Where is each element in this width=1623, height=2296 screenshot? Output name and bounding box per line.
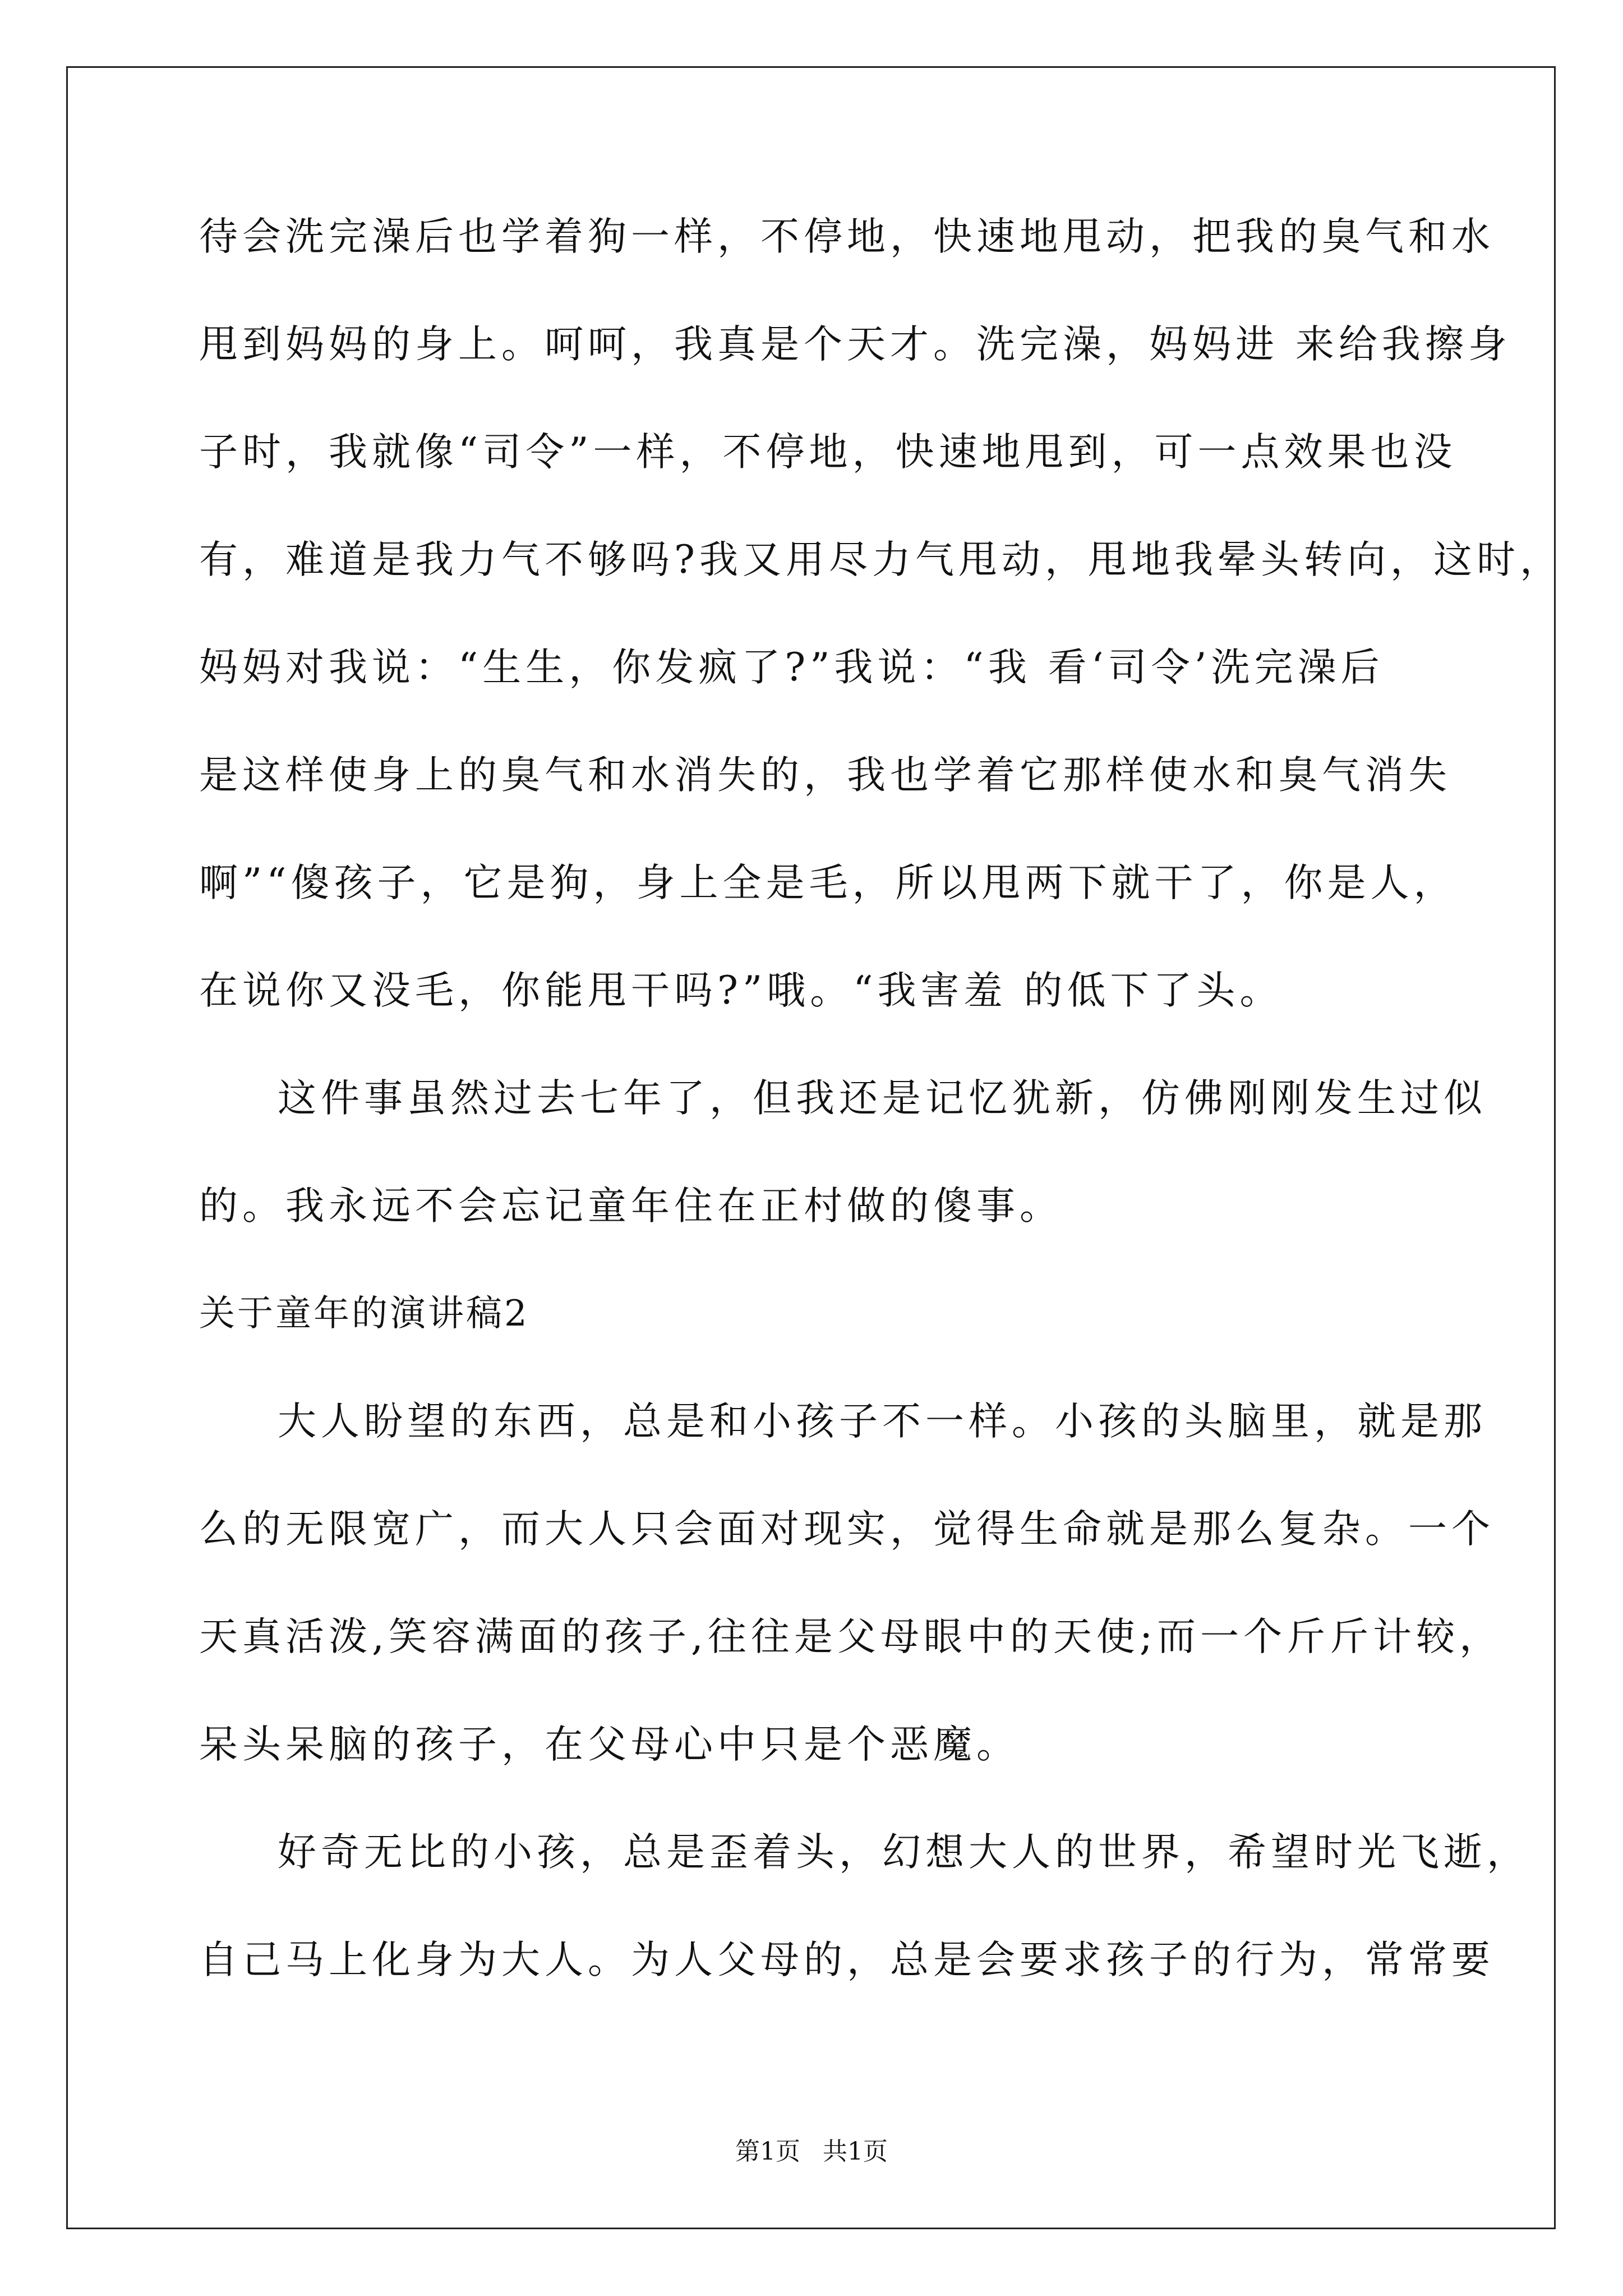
section-heading: 关于童年的演讲稿2: [199, 1293, 529, 1335]
paragraph-line: 是这样使身上的臭气和水消失的，我也学着它那样使水和臭气消失: [199, 753, 1451, 798]
paragraph-line: 甩到妈妈的身上。呵呵，我真是个天才。洗完澡，妈妈进 来给我擦身: [199, 322, 1511, 367]
paragraph-line: 天真活泼,笑容满面的孩子,往往是父母眼中的天使;而一个斤斤计较，: [199, 1614, 1503, 1659]
paragraph-line: 好奇无比的小孩，总是歪着头，幻想大人的世界，希望时光飞逝，: [278, 1830, 1530, 1875]
paragraph-line: 在说你又没毛，你能甩干吗?”哦。“我害羞 的低下了头。: [199, 968, 1283, 1013]
page-number-total: 共1页: [823, 2137, 888, 2166]
paragraph-line: 子时，我就像“司令”一样，不停地，快速地甩到，可一点效果也没: [199, 430, 1457, 475]
page-number-current: 第1页: [735, 2137, 800, 2166]
paragraph-line: 妈妈对我说：“生生，你发疯了?”我说：“我 看‘司令’洗完澡后: [199, 645, 1384, 690]
paragraph-line: 啊”“傻孩子，它是狗，身上全是毛，所以甩两下就干了，你是人，: [199, 861, 1457, 905]
paragraph-line: 有，难道是我力气不够吗?我又用尽力气甩动，甩地我晕头转向，这时，: [199, 537, 1563, 582]
paragraph-line: 呆头呆脑的孩子，在父母心中只是个恶魔。: [199, 1722, 1020, 1767]
page-footer: [0, 2136, 1623, 2168]
paragraph-line: 大人盼望的东西，总是和小孩子不一样。小孩的头脑里，就是那: [278, 1399, 1487, 1444]
paragraph-line: 自己马上化身为大人。为人父母的，总是会要求孩子的行为，常常要: [199, 1938, 1495, 1982]
paragraph-line: 的。我永远不会忘记童年住在正村做的傻事。: [199, 1184, 1063, 1228]
paragraph-line: 待会洗完澡后也学着狗一样，不停地，快速地甩动，把我的臭气和水: [199, 214, 1495, 259]
document-body: [199, 211, 1563, 2042]
paragraph-line: 这件事虽然过去七年了，但我还是记忆犹新，仿佛刚刚发生过似: [278, 1076, 1487, 1121]
paragraph-line: 么的无限宽广，而大人只会面对现实，觉得生命就是那么复杂。一个: [199, 1507, 1495, 1552]
